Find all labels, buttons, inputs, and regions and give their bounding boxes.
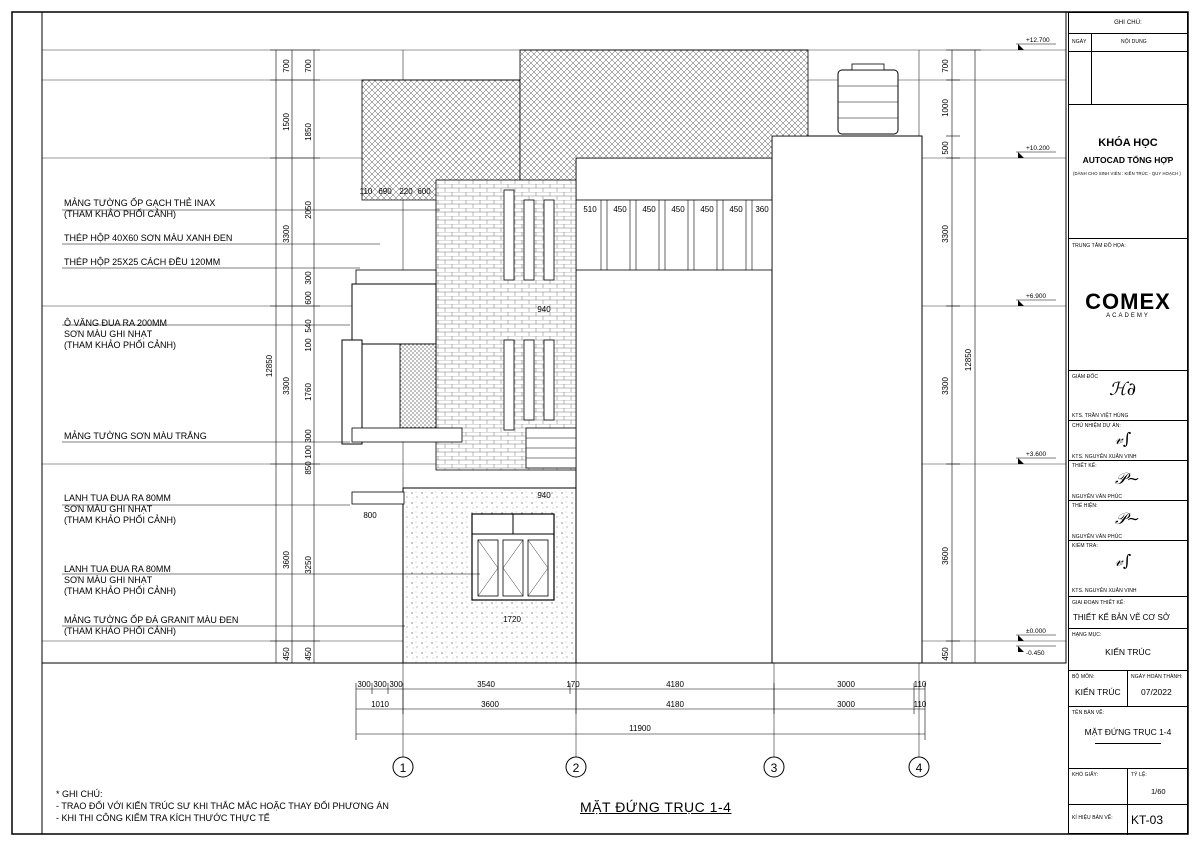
svg-text:3600: 3600 — [282, 551, 291, 569]
svg-text:3300: 3300 — [282, 377, 291, 395]
svg-text:450: 450 — [729, 205, 743, 214]
svg-text:940: 940 — [537, 491, 551, 500]
svg-text:690: 690 — [378, 187, 392, 196]
svg-text:300: 300 — [357, 680, 371, 689]
svg-text:2050: 2050 — [304, 201, 313, 219]
svg-text:12850: 12850 — [964, 348, 973, 372]
svg-text:300: 300 — [304, 271, 313, 285]
balcony-rail-lower — [352, 428, 462, 442]
notes-box: GHI CHÚ: NGÀY NỘI DUNG — [1069, 13, 1187, 105]
svg-text:+3.600: +3.600 — [1026, 451, 1047, 458]
svg-text:11900: 11900 — [629, 724, 651, 733]
svg-text:700: 700 — [941, 59, 950, 73]
svg-text:1760: 1760 — [304, 383, 313, 401]
annotation-7: LANH TUA ĐUA RA 80MM SƠN MÀU GHI NHẠT (THAM KHẢO PHỐI CẢNH) — [64, 564, 177, 596]
svg-text:1010: 1010 — [371, 700, 389, 709]
axis-bubble-4 — [909, 757, 929, 777]
notes-line: - KHI THI CÔNG KIỂM TRA KÍCH THƯỚC THỰC TẾ — [56, 813, 270, 823]
svg-text:3600: 3600 — [481, 700, 499, 709]
annotation-6: LANH TUA ĐUA RA 80MM SƠN MÀU GHI NHẠT (THAM KHẢO PHỐI CẢNH) — [64, 493, 177, 525]
level-marker — [1016, 451, 1056, 464]
svg-text:3600: 3600 — [941, 547, 950, 565]
svg-text:450: 450 — [282, 647, 291, 661]
director-box: GIÁM ĐỐC ℋ∂ KTS. TRẦN VIỆT HÙNG — [1069, 371, 1187, 421]
svg-text:360: 360 — [755, 205, 769, 214]
checker-box: KIỂM TRA: 𝓋∫ KTS. NGUYỄN XUÂN VINH — [1069, 541, 1187, 597]
annotation-3: THÉP HỘP 25X25 CÁCH ĐỀU 120MM — [64, 257, 221, 267]
category-box: HẠNG MỤC: KIẾN TRÚC — [1069, 629, 1187, 671]
level-marker — [1016, 646, 1056, 657]
balcony-frame-upper — [352, 284, 436, 344]
annotation-8: MẢNG TƯỜNG ỐP ĐÁ GRANIT MÀU ĐEN (THAM KHẢO PHỐI CẢNH) — [64, 615, 239, 636]
svg-text:600: 600 — [417, 187, 431, 196]
stair-tower — [772, 136, 922, 663]
svg-text:3300: 3300 — [941, 225, 950, 243]
level-marker — [1016, 293, 1056, 306]
right-dim-texts — [941, 59, 973, 661]
general-notes — [56, 788, 389, 824]
level-markers — [1016, 37, 1056, 657]
annotation-1: MẢNG TƯỜNG ỐP GẠCH THẺ INAX (THAM KHẢO PHỐI CẢNH) — [64, 198, 216, 219]
svg-text:+10.200: +10.200 — [1026, 145, 1050, 152]
svg-text:600: 600 — [304, 291, 313, 305]
svg-text:800: 800 — [363, 511, 377, 520]
signature-director: ℋ∂ — [1109, 379, 1137, 400]
svg-text:±0.000: ±0.000 — [1026, 628, 1046, 635]
svg-text:500: 500 — [941, 141, 950, 155]
svg-text:1850: 1850 — [304, 123, 313, 141]
signature-designer: 𝒫∼ — [1115, 469, 1140, 488]
svg-text:110: 110 — [359, 187, 373, 196]
balcony-rail-upper — [356, 270, 436, 284]
svg-text:-0.450: -0.450 — [1026, 650, 1045, 657]
svg-text:450: 450 — [304, 647, 313, 661]
svg-text:4180: 4180 — [666, 700, 684, 709]
level-marker — [1016, 628, 1056, 641]
svg-text:12850: 12850 — [265, 354, 274, 378]
svg-text:700: 700 — [304, 59, 313, 73]
sheet-name-box: TÊN BẢN VẼ: MẶT ĐỨNG TRỤC 1-4 — [1069, 707, 1187, 769]
annotation-4: Ô VĂNG ĐUA RA 200MM SƠN MÀU GHI NHẠT (THAM KHẢO PHỐI CẢNH) — [64, 318, 177, 350]
svg-text:100: 100 — [304, 338, 313, 352]
designer-box: THIẾT KẾ: 𝒫∼ NGUYỄN VĂN PHÚC — [1069, 461, 1187, 501]
svg-text:3300: 3300 — [282, 225, 291, 243]
signature-checker: 𝓋∫ — [1115, 551, 1132, 570]
signature-drafter: 𝒫∼ — [1115, 509, 1140, 528]
svg-text:3250: 3250 — [304, 556, 313, 574]
svg-text:170: 170 — [566, 680, 580, 689]
axis-bubble-2 — [566, 757, 586, 777]
water-tank-icon — [838, 64, 898, 134]
svg-text:4: 4 — [915, 761, 923, 775]
svg-text:450: 450 — [671, 205, 685, 214]
svg-text:2: 2 — [572, 761, 580, 775]
notes-heading: * GHI CHÚ: — [56, 789, 103, 799]
svg-text:+6.900: +6.900 — [1026, 293, 1047, 300]
drawing-title: MẶT ĐỨNG TRỤC 1-4 — [580, 799, 732, 815]
svg-text:+12.700: +12.700 — [1026, 37, 1050, 44]
stage-box: GIAI ĐOẠN THIẾT KẾ: THIẾT KẾ BẢN VẼ CƠ SỞ — [1069, 597, 1187, 629]
signature-manager: 𝓋∫ — [1115, 429, 1132, 448]
svg-text:110: 110 — [913, 700, 927, 709]
svg-text:450: 450 — [642, 205, 656, 214]
dark-panel — [400, 344, 436, 428]
svg-text:3: 3 — [770, 761, 778, 775]
notes-line: - TRAO ĐỔI VỚI KIẾN TRÚC SƯ KHI THẮC MẮC HOẶC THAY ĐỔI PHƯƠNG ÁN — [56, 801, 389, 811]
svg-text:4180: 4180 — [666, 680, 684, 689]
svg-text:3540: 3540 — [477, 680, 495, 689]
dept-date-box: BỘ MÔN: KIẾN TRÚC NGÀY HOÀN THÀNH: 07/2022 — [1069, 671, 1187, 707]
svg-text:700: 700 — [282, 59, 291, 73]
scale-box: KHỔ GIẤY: TỶ LỆ: 1/60 — [1069, 769, 1187, 805]
svg-text:100: 100 — [304, 445, 313, 459]
annotation-5: MẢNG TƯỜNG SƠN MÀU TRẮNG — [64, 431, 207, 441]
svg-text:510: 510 — [583, 205, 597, 214]
annotation-2: THÉP HỘP 40X60 SƠN MÀU XANH ĐEN — [64, 233, 233, 243]
svg-text:450: 450 — [941, 647, 950, 661]
sheet-code-box: KÍ HIỆU BẢN VẼ: KT-03 — [1069, 805, 1187, 835]
level-marker — [1016, 145, 1056, 158]
svg-text:110: 110 — [913, 680, 927, 689]
svg-text:540: 540 — [304, 319, 313, 333]
svg-text:3300: 3300 — [941, 377, 950, 395]
design-center-box: TRUNG TÂM ĐỒ HỌA: COMEX ACADEMY — [1069, 239, 1187, 371]
svg-text:300: 300 — [373, 680, 387, 689]
svg-text:1: 1 — [399, 761, 407, 775]
svg-text:450: 450 — [613, 205, 627, 214]
comex-logo: COMEX ACADEMY — [1085, 289, 1171, 319]
manager-box: CHỦ NHIỆM DỰ ÁN: 𝓋∫ KTS. NGUYỄN XUÂN VINH — [1069, 421, 1187, 461]
window-icon — [472, 514, 554, 600]
course-box: KHÓA HỌC AUTOCAD TỔNG HỢP (DÀNH CHO SINH VIÊN : KIẾN TRÚC - QUY HOẠCH ) — [1069, 105, 1187, 239]
svg-text:220: 220 — [399, 187, 413, 196]
axis-bubble-1 — [393, 757, 413, 777]
axis-bubbles — [393, 757, 929, 777]
svg-text:1720: 1720 — [503, 615, 521, 624]
svg-text:940: 940 — [537, 305, 551, 314]
title-block — [1068, 12, 1188, 834]
svg-text:300: 300 — [304, 429, 313, 443]
svg-text:1500: 1500 — [282, 113, 291, 131]
svg-text:300: 300 — [389, 680, 403, 689]
axis-bubble-3 — [764, 757, 784, 777]
svg-text:450: 450 — [700, 205, 714, 214]
svg-text:1000: 1000 — [941, 99, 950, 117]
svg-text:850: 850 — [304, 461, 313, 475]
drafter-box: THỂ HIỆN: 𝒫∼ NGUYỄN VĂN PHÚC — [1069, 501, 1187, 541]
bottom-dims — [357, 680, 927, 733]
svg-text:3000: 3000 — [837, 680, 855, 689]
level-marker — [1016, 37, 1056, 50]
svg-text:3000: 3000 — [837, 700, 855, 709]
